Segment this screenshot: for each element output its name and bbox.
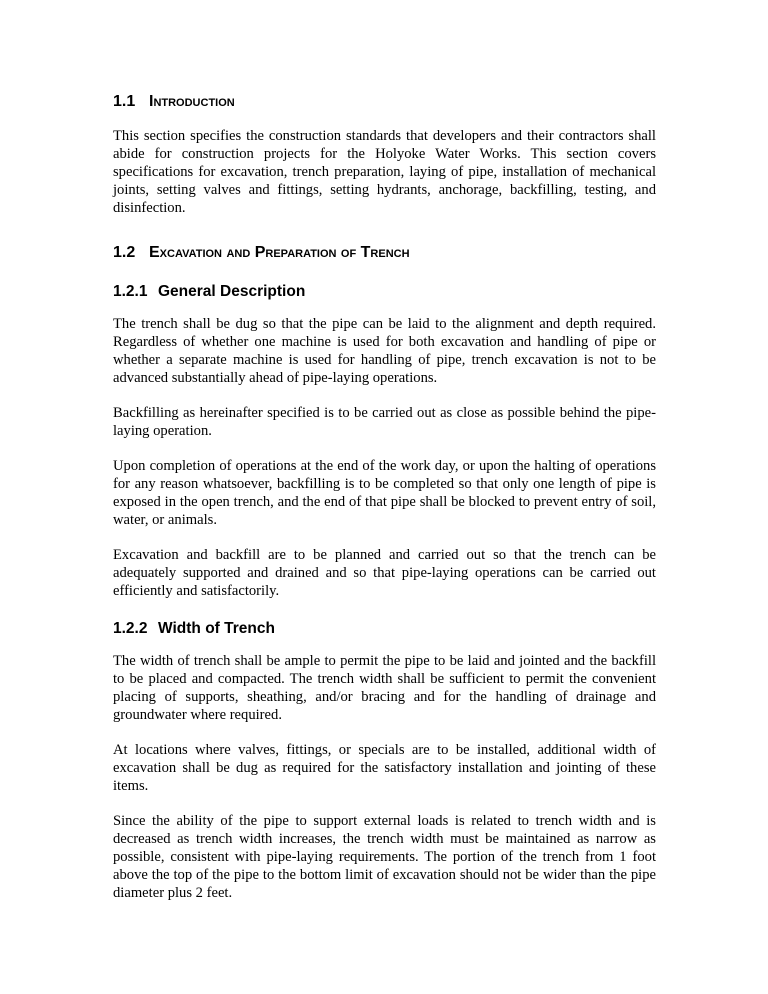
- section-number: 1.2: [113, 244, 136, 261]
- section-title: General Description: [158, 283, 306, 300]
- paragraph: The trench shall be dug so that the pipe can be laid to the alignment and depth required. Regardless of whether one machine is used for both excavation and handling of pipe or whether a separate machine is used for handling of pipe, trench excavation is not to be advanced substantially ahead of pipe-laying operations.: [113, 316, 656, 386]
- heading-1-2-1: [113, 282, 656, 302]
- paragraph: Backfilling as hereinafter specified is to be carried out as close as possible behind the pipe-laying operation.: [113, 405, 656, 439]
- section-number: 1.1: [113, 93, 136, 110]
- heading-1-1: [113, 92, 656, 112]
- paragraph: Upon completion of operations at the end of the work day, or upon the halting of operations for any reason whatsoever, backfilling is to be completed so that only one length of pipe is exposed in the open trench, and the end of that pipe shall be blocked to prevent entry of soil, water, or animals.: [113, 458, 656, 528]
- section-title: Excavation and Preparation of Trench: [149, 244, 410, 261]
- section-title: Introduction: [149, 93, 235, 110]
- heading-1-2: [113, 243, 656, 263]
- paragraph: Excavation and backfill are to be planned and carried out so that the trench can be adequately supported and drained and so that pipe-laying operations can be carried out efficiently and satisfactorily.: [113, 547, 656, 599]
- paragraph: This section specifies the construction standards that developers and their contractors shall abide for construction projects for the Holyoke Water Works. This section covers specifications for excavation, trench preparation, laying of pipe, installation of mechanical joints, setting valves and fittings, setting hydrants, anchorage, backfilling, testing, and disinfection.: [113, 128, 656, 216]
- paragraph: Since the ability of the pipe to support external loads is related to trench width and is decreased as trench width increases, the trench width must be maintained as narrow as possible, consistent with pipe-laying requirements. The portion of the trench from 1 foot above the top of the pipe to the bottom limit of excavation should not be wider than the pipe diameter plus 2 feet.: [113, 813, 656, 901]
- heading-1-2-2: [113, 619, 656, 639]
- section-title: Width of Trench: [158, 620, 275, 637]
- paragraph: At locations where valves, fittings, or specials are to be installed, additional width of excavation shall be dug as required for the satisfactory installation and jointing of these items.: [113, 742, 656, 794]
- section-number: 1.2.1: [113, 283, 148, 300]
- document-page: [113, 92, 656, 919]
- paragraph: The width of trench shall be ample to permit the pipe to be laid and jointed and the backfill to be placed and compacted. The trench width shall be sufficient to permit the convenient placing of supports, sheathing, and/or bracing and for the handling of drainage and groundwater where required.: [113, 653, 656, 723]
- section-number: 1.2.2: [113, 620, 148, 637]
